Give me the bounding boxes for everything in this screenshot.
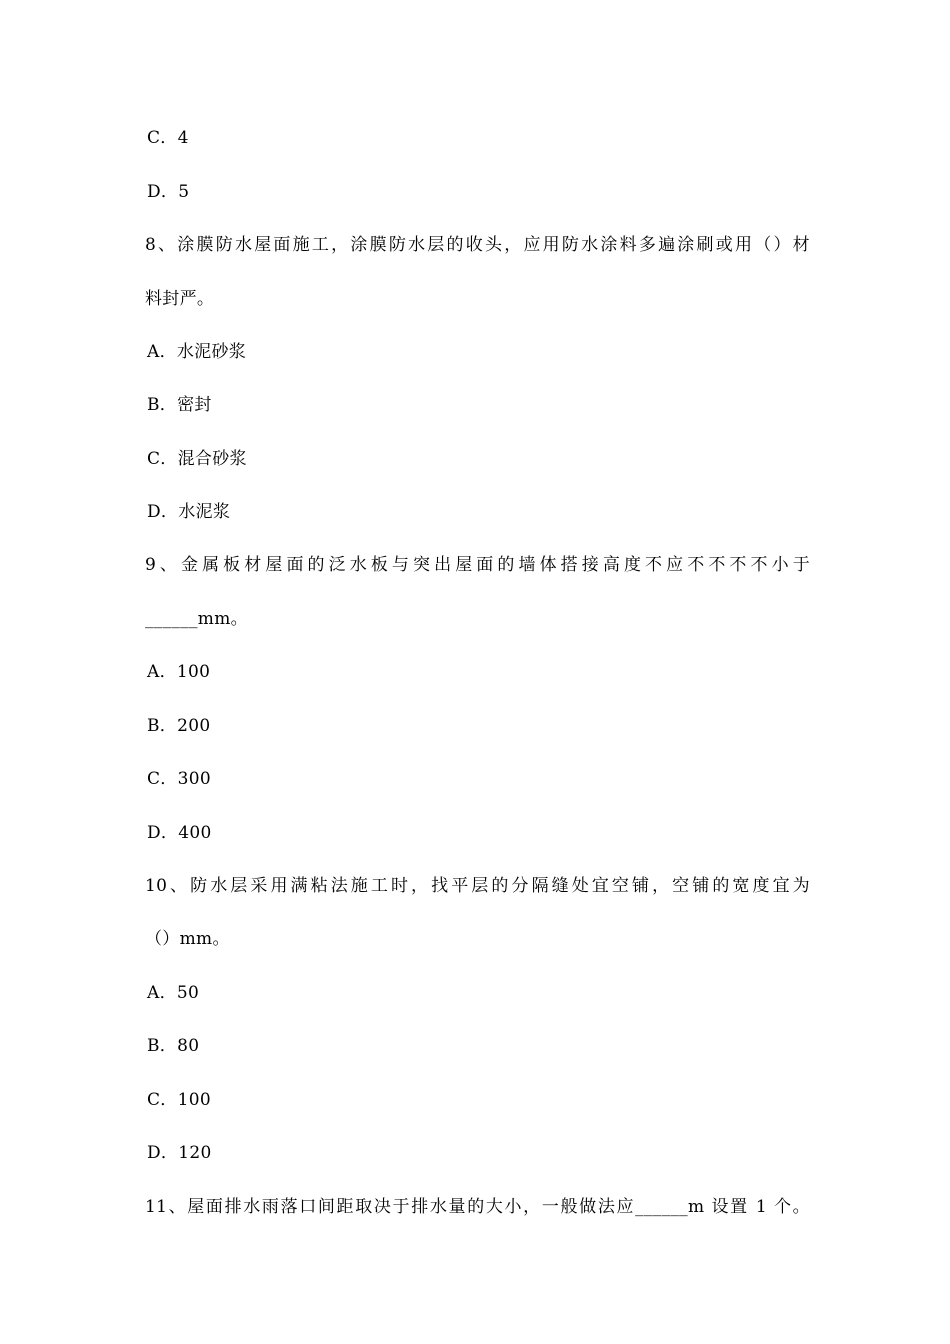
q8-option-b: B．密封: [147, 395, 212, 415]
q9-option-d: D．400: [147, 823, 212, 843]
q9-option-a: A．100: [147, 662, 211, 682]
q8-stem-line-2: 料封严。: [145, 289, 215, 309]
q10-option-b: B．80: [147, 1036, 200, 1056]
q10-option-d: D．120: [147, 1143, 212, 1163]
q9-stem-line-2: ______mm。: [145, 609, 248, 629]
q7-option-c: C．4: [147, 128, 189, 148]
q9-option-b: B．200: [147, 716, 211, 736]
q8-option-c: C．混合砂浆: [147, 449, 247, 469]
q11-stem-line-1: 11、屋面排水雨落口间距取决于排水量的大小，一般做法应______m 设置 1 个。: [145, 1197, 810, 1217]
q9-stem-line-1: 9、金属板材屋面的泛水板与突出屋面的墙体搭接高度不应不不不不小于: [145, 555, 810, 575]
q8-option-d: D．水泥浆: [147, 502, 231, 522]
q7-option-d: D．5: [147, 182, 190, 202]
q10-option-c: C．100: [147, 1090, 211, 1110]
q8-option-a: A．水泥砂浆: [147, 342, 247, 362]
q10-option-a: A．50: [147, 983, 200, 1003]
q9-option-c: C．300: [147, 769, 211, 789]
q8-stem-line-1: 8、涂膜防水屋面施工，涂膜防水层的收头，应用防水涂料多遍涂刷或用（）材: [145, 235, 810, 255]
q10-stem-line-1: 10、防水层采用满粘法施工时，找平层的分隔缝处宜空铺，空铺的宽度宜为: [145, 876, 810, 896]
q10-stem-line-2: （）mm。: [145, 929, 230, 949]
